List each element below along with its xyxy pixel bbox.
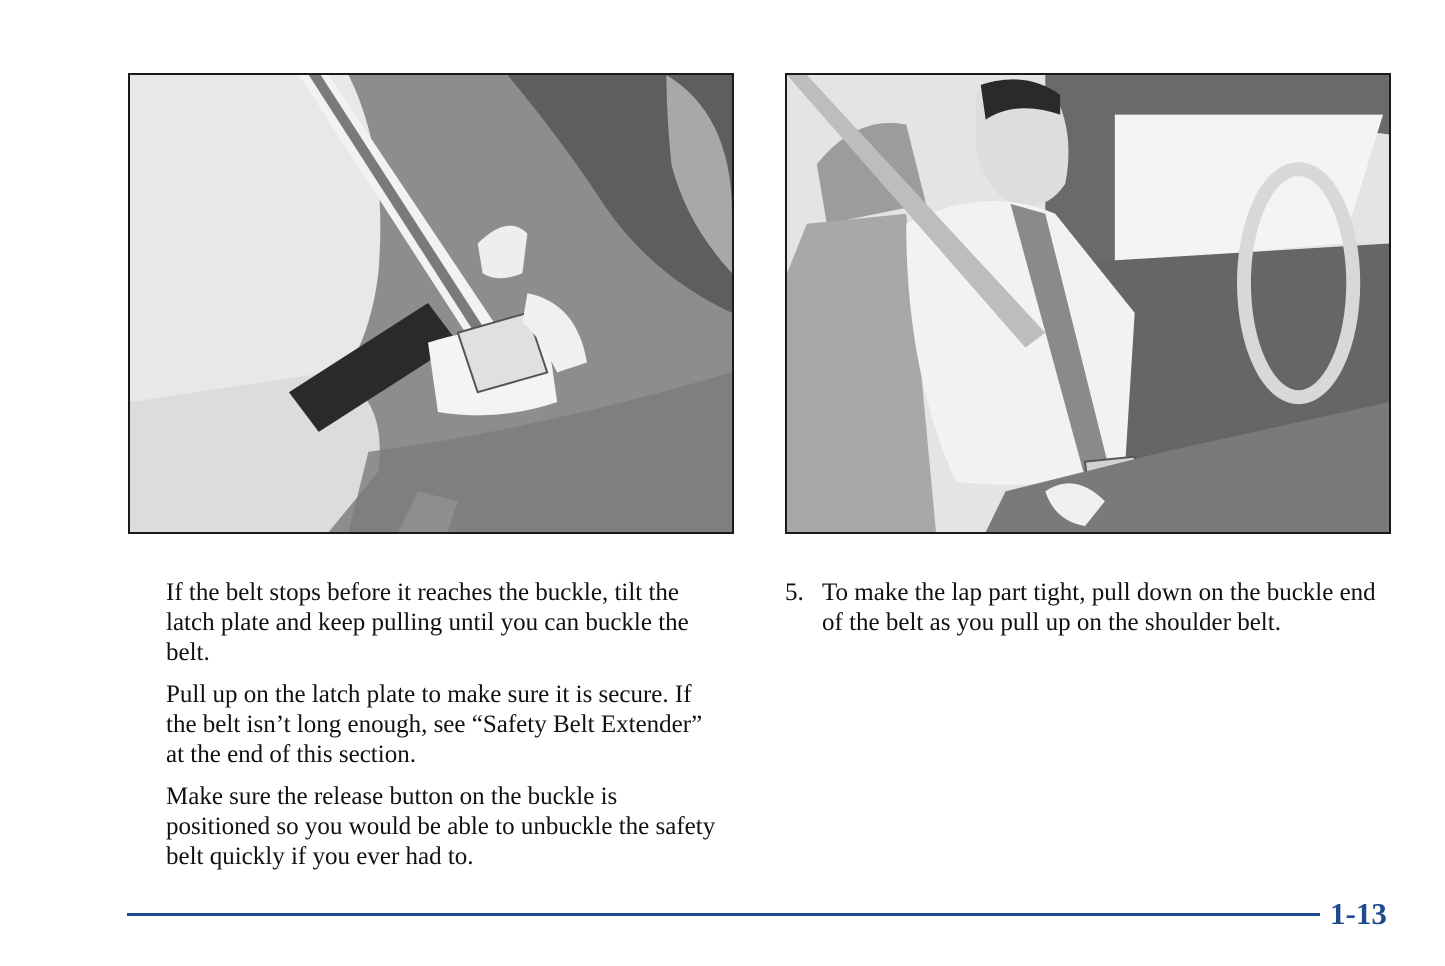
paragraph-release-button: Make sure the release button on the buckle is positioned so you would be able to unbuckle the safety belt quickly if you ever had to. bbox=[166, 783, 716, 870]
step-item bbox=[785, 578, 1385, 638]
paragraph-belt-stops: If the belt stops before it reaches the buckle, tilt the latch plate and keep pulling until you can buckle the belt. bbox=[166, 579, 689, 666]
step-text: To make the lap part tight, pull down on the buckle end of the belt as you pull up on the shoulder belt. bbox=[822, 579, 1376, 636]
driver-seat-belt-illustration bbox=[785, 73, 1391, 534]
right-text-column bbox=[785, 578, 1385, 638]
left-text-column bbox=[166, 578, 726, 884]
step-number: 5. bbox=[785, 579, 804, 606]
paragraph-pull-latch-plate: Pull up on the latch plate to make sure it is secure. If the belt isn’t long enough, see “Safety Belt Extender” at the end of this section. bbox=[166, 681, 703, 768]
footer-rule bbox=[127, 913, 1320, 916]
page-number: 1-13 bbox=[1330, 896, 1387, 931]
latch-plate-illustration bbox=[128, 73, 734, 534]
